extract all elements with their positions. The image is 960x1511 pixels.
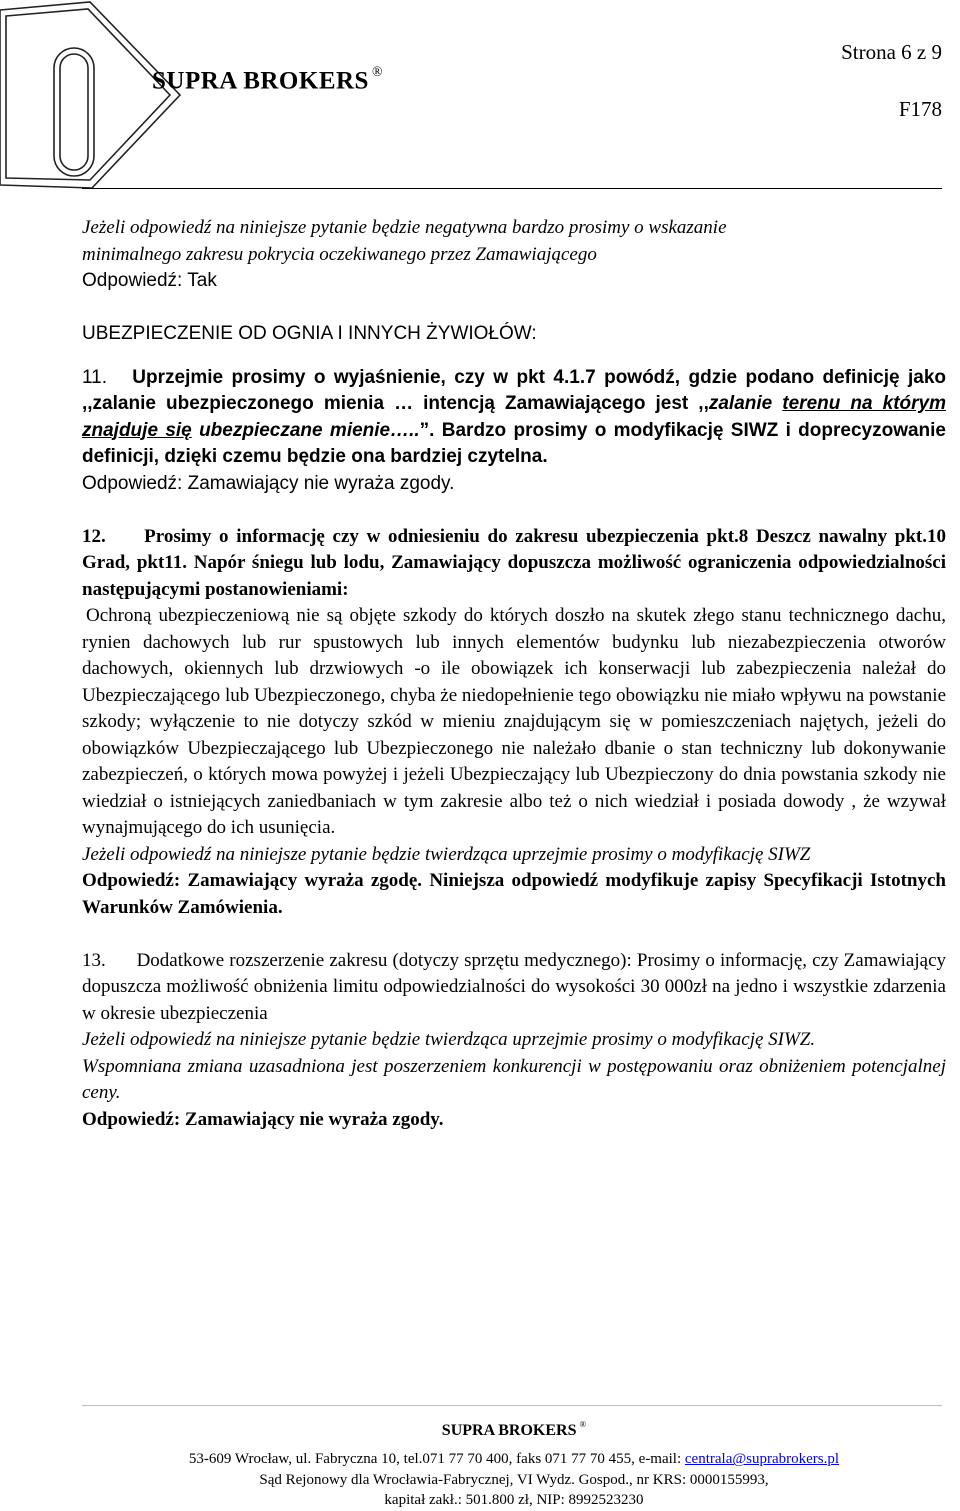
question-11 (82, 365, 946, 471)
intro-answer: Odpowiedź: Tak (82, 270, 217, 291)
registered-mark: ® (371, 64, 383, 79)
intro-question-line1: Jeżeli odpowiedź na niniejsze pytanie będzie negatywna bardzo prosimy o wskazanie (82, 217, 727, 238)
supra-brokers-logo-icon (0, 0, 260, 200)
spacer (82, 921, 946, 948)
footer-brand: SUPRA BROKERS ® (441, 1419, 587, 1439)
footer-address: 53-609 Wrocław, ul. Fabryczna 10, tel.071 77 70 400, faks 071 77 70 455, e-mail: centrala@suprabrokers.pl (188, 1451, 840, 1468)
footer-court: Sąd Rejonowy dla Wrocławia-Fabrycznej, VI Wydz. Gospod., nr KRS: 0000155993, (259, 1471, 769, 1488)
question-13-condition: Jeżeli odpowiedź na niniejsze pytanie będzie twierdząca uprzejmie prosimy o modyfikację SIWZ. (82, 1029, 816, 1050)
question-13-justification: Wspomniana zmiana uzasadniona jest poszerzeniem konkurencji w postępowaniu oraz obniżeniem potencjalnej ceny. (82, 1055, 946, 1103)
spacer (82, 348, 946, 365)
question-13-text: Dodatkowe rozszerzenie zakresu (dotyczy sprzętu medycznego): Prosimy o informację, czy Zamawiający dopuszcza możliwość obniżenia limitu odpowiedzialności do wysokości 30 000zł na jedno i wszystkie zdarzenia w okresie ubezpieczenia (82, 949, 947, 1024)
footer-divider (82, 1405, 942, 1406)
question-13 (82, 948, 946, 1028)
spacer (82, 295, 946, 322)
document-body (82, 215, 946, 1133)
footer-email-link[interactable]: centrala@suprabrokers.pl (684, 1451, 840, 1468)
question-12-number: 12. (82, 525, 106, 547)
question-11-answer: Odpowiedź: Zamawiający nie wyraża zgody. (82, 472, 455, 494)
question-13-answer: Odpowiedź: Zamawiający nie wyraża zgody. (82, 1108, 444, 1130)
form-id: F178 (898, 97, 942, 121)
question-13-number: 13. (82, 949, 106, 971)
section-heading: UBEZPIECZENIE OD OGNIA I INNYCH ŻYWIOŁÓW: (82, 323, 537, 344)
page-number: Strona 6 z 9 (841, 40, 942, 64)
question-11-text: Uprzejmie prosimy o wyjaśnienie, czy w pkt 4.1.7 powódź, gdzie podano definicję jako ,,zalanie ubezpieczonego mienia … intencją Zamawiającego jest ,,zalanie terenu na którym znajduje się ubezpieczane mienie…..”. Bardzo prosimy o modyfikację SIWZ i doprecyzowanie definicji, dzięki czemu będzie ona bardziej czytelna. (82, 366, 946, 467)
question-12-text: Prosimy o informację czy w odniesieniu do zakresu ubezpieczenia pkt.8 Deszcz nawalny pkt.10 Grad, pkt11. Napór śniegu lub lodu, Zamawiający dopuszcza możliwość ograniczenia odpowiedzialności następującymi postanowieniami: (82, 525, 947, 600)
question-12 (82, 524, 946, 604)
question-12-condition: Jeżeli odpowiedź na niniejsze pytanie będzie twierdząca uprzejmie prosimy o modyfikację SIWZ (82, 843, 811, 865)
question-12-answer: Odpowiedź: Zamawiający wyraża zgodę. Niniejsza odpowiedź modyfikuje zapisy Specyfikacji Istotnych Warunków Zamówienia. (82, 870, 946, 918)
header-divider (82, 188, 942, 189)
question-11-number: 11. (82, 366, 108, 388)
page-footer (82, 1414, 946, 1511)
intro-question-line2: minimalnego zakresu pokrycia oczekiwanego przez Zamawiającego (82, 243, 597, 265)
footer-capital: kapitał zakł.: 501.800 zł, NIP: 8992523230 (384, 1492, 644, 1509)
header-brand: SUPRA BROKERS ® (152, 64, 383, 95)
spacer (82, 497, 946, 524)
question-12-clause: Ochroną ubezpieczeniową nie są objęte szkody do których doszło na skutek złego stanu technicznego dachu, rynien dachowych lub rur spustowych lub innych elementów budynku lub niezabezpieczenia otworów dachowych, okiennych lub drzwiowych -o ile obowiązek ich konserwacji lub zabezpieczenia należał do Ubezpieczającego lub Ubezpieczonego, chyba że niedopełnienie tego obowiązku nie miało wpływu na powstanie szkody; wyłączenie to nie dotyczy szkód w mieniu znajdującym się w pomieszczeniach najętych, jeżeli do obowiązków Ubezpieczającego lub Ubezpieczonego nie należało dbanie o stan techniczny lub dokonywanie zabezpieczeń, o których mowa powyżej i jeżeli Ubezpieczający lub Ubezpieczony do dnia powstania szkody nie wiedział o istniejących zaniedbaniach w tym zakresie albo też o nich wiedział i posiada dowody , że wzywał wynajmującego do ich usunięcia. (82, 605, 946, 838)
